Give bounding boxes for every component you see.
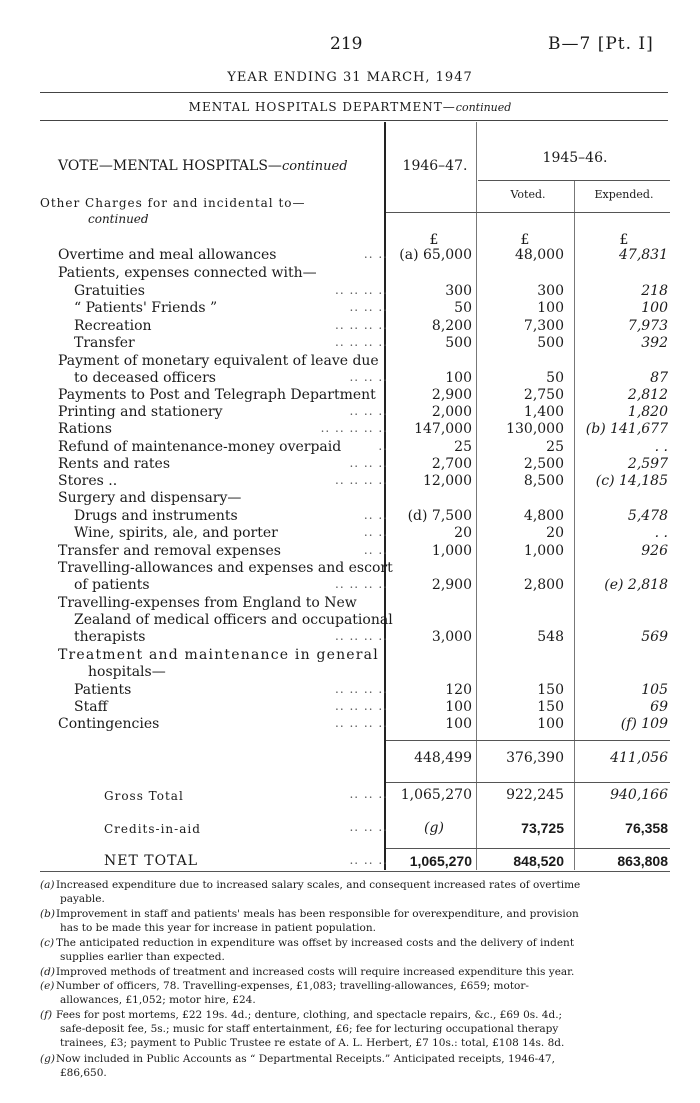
row-label: to deceased officers [74, 370, 216, 386]
row-label: Refund of maintenance-money overpaid [58, 439, 342, 455]
subtotal-expended: 411,056 [610, 750, 668, 766]
value-expended: 105 [641, 682, 668, 698]
net-total-voted: 848,520 [513, 853, 564, 869]
value-1946-47: 12,000 [423, 473, 472, 489]
leader-dots: .. .. .. .. [335, 682, 388, 696]
table-row [0, 283, 700, 301]
row-label: Rents and rates [58, 456, 171, 472]
section-subheading: Other Charges for and incidental to— [40, 196, 306, 210]
footnote-continuation: safe-deposit fee, 5s.; music for staff entertainment, £6; fee for lecturing occupational therapy [60, 1023, 559, 1035]
row-label: Transfer [74, 335, 135, 351]
header-rule [386, 212, 670, 213]
leader-dots: .. .. .. [349, 820, 388, 834]
value-voted: 130,000 [506, 421, 564, 437]
footnote [40, 965, 670, 979]
value-voted: 50 [546, 370, 564, 386]
row-label: Travelling-expenses from England to New [58, 595, 357, 611]
page-number: 219 [330, 34, 363, 54]
gross-total-row [0, 787, 700, 805]
value-voted: 100 [537, 300, 564, 316]
table-row [0, 647, 700, 665]
value-voted: 100 [537, 716, 564, 732]
table-row [0, 247, 700, 265]
value-expended: (f) 109 [620, 716, 668, 732]
column-header-1946-47: 1946–47. [402, 158, 468, 174]
leader-dots: .. .. [363, 543, 388, 557]
footnote-continuation: supplies earlier than expected. [60, 951, 225, 963]
value-1946-47: 3,000 [431, 629, 472, 645]
table-row [0, 716, 700, 734]
table-row [0, 387, 700, 405]
value-1946-47: 8,200 [431, 318, 472, 334]
year-heading: YEAR ENDING 31 MARCH, 1947 [227, 70, 473, 85]
value-1946-47: 300 [445, 283, 472, 299]
value-voted: 150 [537, 682, 564, 698]
table-row [0, 421, 700, 439]
footnote-rule [40, 871, 670, 872]
footnote-continuation: £86,650. [60, 1067, 107, 1079]
value-expended: 5,478 [627, 508, 668, 524]
row-label: Gratuities [74, 283, 145, 299]
row-label: Zealand of medical officers and occupational [74, 612, 393, 628]
row-label: Wine, spirits, ale, and porter [74, 525, 278, 541]
value-1946-47: 147,000 [414, 421, 472, 437]
leader-dots: .. .. .. [349, 370, 388, 384]
row-label: Staff [74, 699, 108, 715]
header-rule [478, 180, 670, 181]
document-reference: B—7 [Pt. I] [548, 34, 654, 54]
leader-dots: .. .. .. .. [335, 716, 388, 730]
table-row [0, 629, 700, 647]
currency-symbol: £ [429, 232, 439, 248]
footnote-text: The anticipated reduction in expenditure was offset by increased costs and the delivery of indent [56, 937, 575, 949]
footnote [40, 979, 670, 1007]
value-expended: 1,820 [627, 404, 668, 420]
table-row [0, 473, 700, 491]
subtotal-row [0, 750, 700, 768]
table-row [0, 612, 700, 630]
subtotal-voted: 376,390 [506, 750, 564, 766]
table-row [0, 543, 700, 561]
value-voted: 2,750 [523, 387, 564, 403]
footnote [40, 1008, 670, 1050]
currency-symbol: £ [619, 232, 629, 248]
table-row [0, 318, 700, 336]
table-row [0, 490, 700, 508]
table-row [0, 577, 700, 595]
leader-dots: .. .. .. [349, 456, 388, 470]
row-label: Transfer and removal expenses [58, 543, 281, 559]
value-expended: (b) 141,677 [585, 421, 668, 437]
row-label: Travelling-allowances and expenses and escort [58, 560, 393, 576]
footnote-text: Improvement in staff and patients' meals has been responsible for overexpenditure, and provision [56, 908, 579, 920]
footnote-continuation: payable. [60, 893, 105, 905]
section-subheading-continued: continued [88, 212, 149, 226]
value-expended: 87 [650, 370, 668, 386]
row-label: therapists [74, 629, 146, 645]
value-voted: 7,300 [523, 318, 564, 334]
net-total-1946-47: 1,065,270 [409, 853, 472, 869]
table-row [0, 664, 700, 682]
row-label: Payments to Post and Telegraph Department [58, 387, 376, 403]
gross-total-1946-47: 1,065,270 [400, 787, 472, 803]
row-label: “ Patients' Friends ” [74, 300, 218, 316]
table-row [0, 335, 700, 353]
value-1946-47: 2,900 [431, 577, 472, 593]
table-row [0, 682, 700, 700]
value-voted: 2,800 [523, 577, 564, 593]
header-rule [40, 120, 668, 121]
credits-in-aid-1946-47: (g) [424, 820, 444, 836]
value-1946-47: 20 [454, 525, 472, 541]
row-label: Recreation [74, 318, 152, 334]
value-expended: 69 [650, 699, 668, 715]
value-expended: 926 [641, 543, 668, 559]
total-rule [386, 848, 670, 849]
leader-dots: .. .. [363, 508, 388, 522]
footnote-key: (g) [40, 1053, 55, 1065]
table-row [0, 560, 700, 578]
value-voted: 548 [537, 629, 564, 645]
table-row [0, 353, 700, 371]
table-row [0, 265, 700, 283]
value-expended: 569 [641, 629, 668, 645]
net-total-row [0, 853, 700, 871]
table-row [0, 508, 700, 526]
footnote-key: (b) [40, 908, 55, 920]
value-expended: 100 [641, 300, 668, 316]
value-expended: 392 [641, 335, 668, 351]
credits-in-aid-expended: 76,358 [625, 820, 668, 836]
value-1946-47: 100 [445, 370, 472, 386]
footnote-continuation: allowances, £1,052; motor hire, £24. [60, 994, 256, 1006]
value-voted: 4,800 [523, 508, 564, 524]
value-voted: 300 [537, 283, 564, 299]
gross-total-label: Gross Total [104, 789, 184, 803]
value-expended: 218 [641, 283, 668, 299]
footnote-key: (e) [40, 980, 55, 992]
footnote-text: Number of officers, 78. Travelling-expenses, £1,083; travelling-allowances, £659; motor- [56, 980, 529, 992]
value-expended: (e) 2,818 [604, 577, 668, 593]
column-header-voted: Voted. [510, 188, 546, 201]
footnote-continuation: trainees, £3; payment to Public Trustee re estate of A. L. Herbert, £7 10s.: total, £108 14s. 8d. [60, 1037, 565, 1049]
gross-total-expended: 940,166 [610, 787, 668, 803]
table-row [0, 439, 700, 457]
total-rule [386, 740, 670, 741]
row-label: Overtime and meal allowances [58, 247, 277, 263]
table-row [0, 595, 700, 613]
value-1946-47: (d) 7,500 [407, 508, 472, 524]
row-label: Patients [74, 682, 132, 698]
table-row [0, 525, 700, 543]
value-voted: 2,500 [523, 456, 564, 472]
leader-dots: .. .. [363, 525, 388, 539]
footnote-text: Fees for post mortems, £22 19s. 4d.; denture, clothing, and spectacle repairs, &c., £69 0s. 4d.; [56, 1009, 563, 1021]
value-voted: 25 [546, 439, 564, 455]
leader-dots: .. .. .. .. .. [320, 421, 388, 435]
value-1946-47: (a) 65,000 [399, 247, 472, 263]
value-1946-47: 2,900 [431, 387, 472, 403]
credits-in-aid-voted: 73,725 [521, 820, 564, 836]
value-1946-47: 2,000 [431, 404, 472, 420]
value-1946-47: 1,000 [431, 543, 472, 559]
value-1946-47: 100 [445, 699, 472, 715]
value-expended: . . [654, 439, 668, 455]
footnote-text: Improved methods of treatment and increased costs will require increased expenditure this year. [56, 966, 575, 978]
value-voted: 500 [537, 335, 564, 351]
value-1946-47: 100 [445, 716, 472, 732]
leader-dots: .. .. .. .. [335, 699, 388, 713]
total-rule [386, 782, 670, 783]
subtotal-1946-47: 448,499 [414, 750, 472, 766]
leader-dots: .. .. [363, 247, 388, 261]
footnote-key: (d) [40, 966, 55, 978]
net-total-label: NET TOTAL [104, 853, 199, 869]
footnote [40, 878, 670, 906]
row-label: Drugs and instruments [74, 508, 238, 524]
value-1946-47: 500 [445, 335, 472, 351]
department-heading: MENTAL HOSPITALS DEPARTMENT—continued [188, 100, 512, 114]
row-label: Stores .. [58, 473, 118, 489]
value-expended: 2,597 [627, 456, 668, 472]
net-total-expended: 863,808 [617, 853, 668, 869]
leader-dots: .. .. .. [349, 300, 388, 314]
footnote [40, 936, 670, 964]
table-row [0, 404, 700, 422]
row-label: Treatment and maintenance in general [58, 647, 379, 663]
row-label: of patients [74, 577, 150, 593]
table-row [0, 300, 700, 318]
leader-dots: .. .. .. .. [335, 335, 388, 349]
column-header-expended: Expended. [594, 188, 654, 201]
leader-dots: .. .. .. .. [335, 473, 388, 487]
table-row [0, 370, 700, 388]
row-label: Payment of monetary equivalent of leave due [58, 353, 379, 369]
value-expended: . . [654, 525, 668, 541]
footnote-key: (c) [40, 937, 55, 949]
footnote-text: Increased expenditure due to increased salary scales, and consequent increased rates of overtime [56, 879, 581, 891]
value-voted: 1,000 [523, 543, 564, 559]
leader-dots: .. .. .. [349, 787, 388, 801]
row-label: Printing and stationery [58, 404, 223, 420]
credits-in-aid-label: Credits-in-aid [104, 822, 201, 836]
row-label: Contingencies [58, 716, 160, 732]
value-1946-47: 50 [454, 300, 472, 316]
column-header-1945-46: 1945–46. [542, 150, 608, 166]
footnote [40, 907, 670, 935]
credits-in-aid-row [0, 820, 700, 838]
leader-dots: .. [378, 439, 388, 453]
value-expended: 47,831 [619, 247, 668, 263]
leader-dots: .. .. .. .. [335, 318, 388, 332]
value-expended: (c) 14,185 [595, 473, 668, 489]
value-voted: 48,000 [515, 247, 564, 263]
leader-dots: .. .. .. .. [335, 283, 388, 297]
value-1946-47: 2,700 [431, 456, 472, 472]
footnote-key: (f) [40, 1009, 53, 1021]
header-rule [40, 92, 668, 93]
vote-title: VOTE—MENTAL HOSPITALS—continued [58, 158, 348, 174]
leader-dots: .. .. .. .. [335, 577, 388, 591]
value-expended: 7,973 [627, 318, 668, 334]
footnote-continuation: has to be made this year for increase in patient population. [60, 922, 376, 934]
value-voted: 150 [537, 699, 564, 715]
gross-total-voted: 922,245 [506, 787, 564, 803]
value-voted: 1,400 [523, 404, 564, 420]
row-label: Rations [58, 421, 112, 437]
leader-dots: .. .. .. [349, 853, 388, 867]
row-label: hospitals— [88, 664, 166, 680]
table-row [0, 699, 700, 717]
row-label: Surgery and dispensary— [58, 490, 242, 506]
value-voted: 20 [546, 525, 564, 541]
leader-dots: .. .. .. .. [335, 629, 388, 643]
value-expended: 2,812 [627, 387, 668, 403]
footnote [40, 1052, 670, 1080]
table-row [0, 456, 700, 474]
footnote-key: (a) [40, 879, 55, 891]
currency-symbol: £ [520, 232, 530, 248]
value-1946-47: 120 [445, 682, 472, 698]
value-voted: 8,500 [523, 473, 564, 489]
row-label: Patients, expenses connected with— [58, 265, 317, 281]
value-1946-47: 25 [454, 439, 472, 455]
leader-dots: .. .. .. [349, 404, 388, 418]
footnote-text: Now included in Public Accounts as “ Departmental Receipts.” Anticipated receipts, 1946-47, [56, 1053, 555, 1065]
